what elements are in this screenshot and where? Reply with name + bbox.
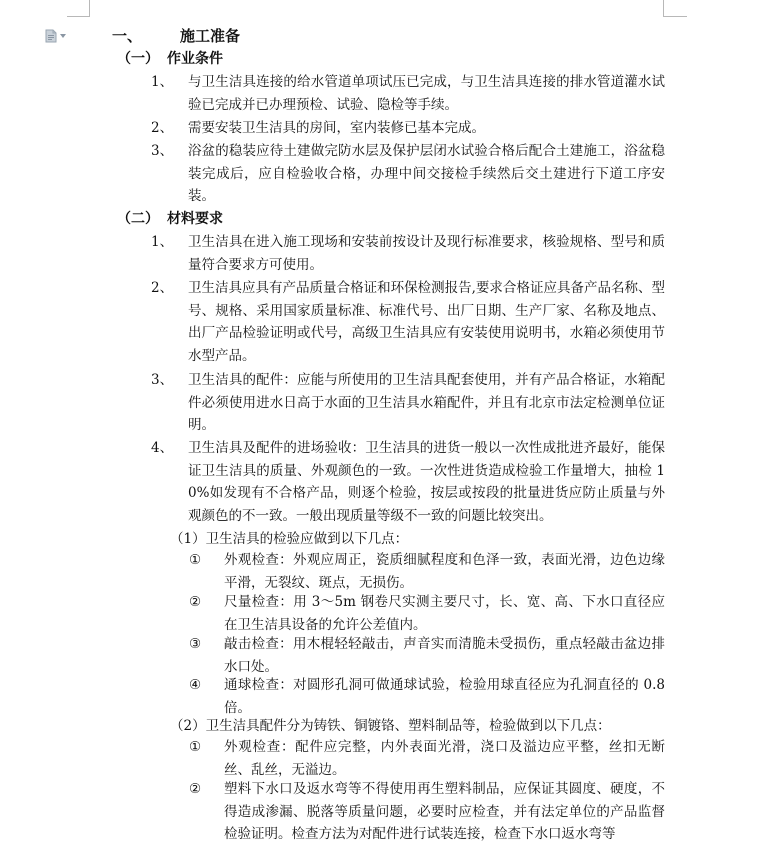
crop-mark-top-left-vertical bbox=[89, 0, 90, 17]
crop-mark-top-right-vertical bbox=[663, 0, 664, 17]
item-number: ① bbox=[189, 739, 202, 755]
item-number: 2、 bbox=[151, 280, 174, 296]
item-text: 塑料下水口及返水弯等不得使用再生塑料制品，应保证其圆度、硬度，不得造成渗漏、脱落等质量问题，必要时应检查，并有法定单位的产品监督检验证明。检查方法为对配件进行试装连接，检查下水口返水弯等 bbox=[224, 781, 665, 843]
main-heading bbox=[112, 26, 240, 46]
item-number: 1、 bbox=[151, 234, 174, 250]
section-heading-work-conditions bbox=[117, 49, 223, 69]
subsection-heading: （1）卫生洁具的检验应做到以下几点： bbox=[170, 531, 409, 547]
item-text: 卫生洁具及配件的进场验收：卫生洁具的进货一般以一次性成批进齐最好，能保证卫生洁具的质量、外观颜色的一致。一次性进货造成检验工作量增大，抽检 10%如发现有不合格产品，则逐个检验，按层或按段的批量进货应防止质量与外观颜色的不一致。一般出现质量等级不一致的问题比较突出。 bbox=[188, 440, 665, 524]
item-text: 需要安装卫生洁具的房间，室内装修已基本完成。 bbox=[188, 120, 485, 136]
item-number: 2、 bbox=[151, 120, 174, 136]
item-number: ② bbox=[189, 594, 202, 610]
item-text: 卫生洁具在进入施工现场和安装前按设计及现行标准要求，核验规格、型号和质量符合要求方可使用。 bbox=[188, 234, 665, 273]
section-heading-material-requirements bbox=[117, 209, 223, 229]
crop-mark-top-right-horizontal bbox=[663, 16, 687, 17]
item-number: ① bbox=[189, 552, 202, 568]
section-title: 作业条件 bbox=[167, 51, 223, 67]
item-text: 卫生洁具的配件：应能与所使用的卫生洁具配套使用，并有产品合格证，水箱配件必须使用进水日高于水面的卫生洁具水箱配件，并且有北京市法定检测单位证明。 bbox=[188, 372, 665, 434]
item-number: ④ bbox=[189, 677, 202, 693]
item-text: 卫生洁具应具有产品质量合格证和环保检测报告,要求合格证应具备产品名称、型号、规格、采用国家质量标准、标准代号、出厂日期、生产厂家、名称及地点、出厂产品检验证明或代号，高级卫生洁具应有安装使用说明书，水箱必须使用节水型产品。 bbox=[188, 280, 665, 364]
subsection-heading: （2）卫生洁具配件分为铸铁、铜镀铬、塑料制品等，检验做到以下几点： bbox=[170, 718, 611, 734]
chevron-down-icon bbox=[60, 34, 66, 38]
document-icon bbox=[45, 29, 57, 43]
section-number: （一） bbox=[117, 51, 159, 67]
main-heading-title: 施工准备 bbox=[180, 27, 241, 45]
section-title: 材料要求 bbox=[167, 211, 223, 227]
crop-mark-top-left-horizontal bbox=[67, 16, 90, 17]
item-number: 3、 bbox=[151, 143, 174, 159]
item-number: ② bbox=[189, 781, 202, 797]
paste-options-button[interactable] bbox=[45, 29, 73, 43]
item-number: 1、 bbox=[151, 74, 174, 90]
main-heading-number: 一、 bbox=[112, 27, 143, 45]
item-text: 与卫生洁具连接的给水管道单项试压已完成，与卫生洁具连接的排水管道灌水试验已完成并已办理预检、试验、隐检等手续。 bbox=[188, 74, 665, 113]
item-text: 外观检查：配件应完整，内外表面光滑，浇口及溢边应平整，丝扣无断丝、乱丝，无溢边。 bbox=[224, 739, 665, 778]
item-text: 敲击检查：用木棍轻轻敲击，声音实而清脆未受损伤，重点轻敲击盆边排水口处。 bbox=[224, 636, 665, 675]
item-number: 4、 bbox=[151, 440, 174, 456]
item-text: 浴盆的稳装应待土建做完防水层及保护层闭水试验合格后配合土建施工，浴盆稳装完成后，应自检验收合格，办理中间交接检手续然后交土建进行下道工序安装。 bbox=[188, 143, 665, 205]
item-number: ③ bbox=[189, 636, 202, 652]
item-number: 3、 bbox=[151, 372, 174, 388]
item-text: 尺量检查：用 3～5m 钢卷尺实测主要尺寸，长、宽、高、下水口直径应在卫生洁具设备的允许公差值内。 bbox=[224, 594, 665, 633]
item-text: 外观检查：外观应周正，瓷质细腻程度和色泽一致，表面光滑，边色边缘平滑，无裂纹、斑点，无损伤。 bbox=[224, 552, 665, 591]
section-number: （二） bbox=[117, 211, 159, 227]
item-text: 通球检查：对圆形孔洞可做通球试验，检验用球直径应为孔洞直径的 0.8 倍。 bbox=[224, 677, 665, 716]
